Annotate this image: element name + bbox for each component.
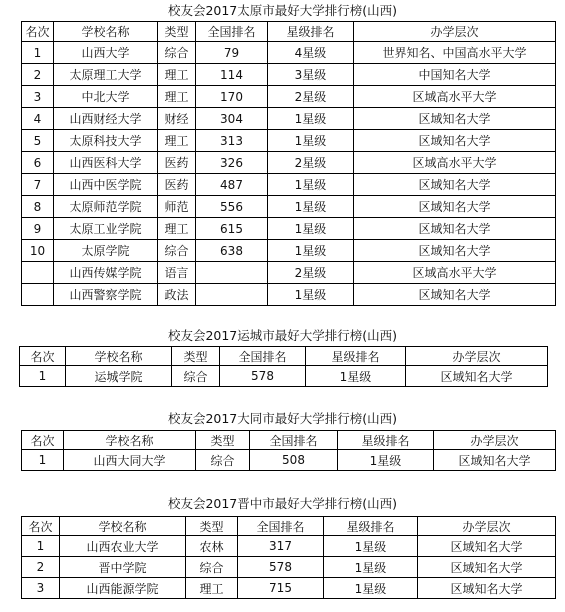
cell-star-rank: 4星级 — [268, 42, 354, 64]
table-row — [22, 108, 556, 130]
cell-star-rank: 2星级 — [268, 152, 354, 174]
cell-level: 中国知名大学 — [354, 64, 556, 86]
cell-star-rank: 1星级 — [268, 240, 354, 262]
cell-national-rank: 508 — [250, 450, 338, 471]
ranking-block-jinzhong — [0, 496, 565, 610]
header-star-rank: 星级排名 — [324, 517, 418, 536]
cell-rank: 2 — [22, 64, 54, 86]
cell-star-rank: 1星级 — [268, 218, 354, 240]
table-row — [22, 578, 556, 599]
table-row — [22, 42, 556, 64]
cell-school: 太原工业学院 — [54, 218, 158, 240]
table-header-row — [22, 517, 556, 536]
cell-level: 区域高水平大学 — [354, 152, 556, 174]
cell-star-rank: 1星级 — [324, 536, 418, 557]
table-row — [20, 366, 548, 387]
table-row — [22, 284, 556, 306]
cell-type: 农林 — [186, 536, 238, 557]
cell-national-rank: 170 — [196, 86, 268, 108]
cell-school: 晋中学院 — [60, 557, 186, 578]
cell-national-rank: 615 — [196, 218, 268, 240]
cell-level: 区域知名大学 — [418, 536, 556, 557]
cell-rank: 7 — [22, 174, 54, 196]
cell-rank — [22, 262, 54, 284]
cell-school: 山西大同大学 — [64, 450, 196, 471]
cell-national-rank: 114 — [196, 64, 268, 86]
cell-type: 综合 — [196, 450, 250, 471]
header-type: 类型 — [186, 517, 238, 536]
header-star-rank: 星级排名 — [338, 431, 434, 450]
table-row — [22, 174, 556, 196]
header-school: 学校名称 — [54, 22, 158, 42]
table-title: 校友会2017晋中市最好大学排行榜(山西) — [167, 496, 398, 511]
table-row — [22, 86, 556, 108]
cell-type: 综合 — [158, 240, 196, 262]
ranking-block-yuncheng — [0, 328, 565, 388]
header-national-rank: 全国排名 — [196, 22, 268, 42]
cell-level: 区域知名大学 — [418, 578, 556, 599]
table-row — [22, 152, 556, 174]
cell-star-rank: 1星级 — [338, 450, 434, 471]
ranking-block-taiyuan — [0, 0, 565, 305]
table-title: 校友会2017太原市最好大学排行榜(山西) — [167, 3, 398, 18]
cell-type: 理工 — [158, 86, 196, 108]
cell-level: 区域知名大学 — [354, 218, 556, 240]
header-star-rank: 星级排名 — [268, 22, 354, 42]
cell-type: 理工 — [158, 130, 196, 152]
table-title: 校友会2017运城市最好大学排行榜(山西) — [167, 328, 398, 343]
header-level: 办学层次 — [418, 517, 556, 536]
header-level: 办学层次 — [354, 22, 556, 42]
cell-type: 语言 — [158, 262, 196, 284]
cell-rank: 9 — [22, 218, 54, 240]
cell-school: 山西医科大学 — [54, 152, 158, 174]
cell-rank: 3 — [22, 578, 60, 599]
cell-star-rank: 2星级 — [268, 86, 354, 108]
header-school: 学校名称 — [60, 517, 186, 536]
header-national-rank: 全国排名 — [250, 431, 338, 450]
cell-type: 师范 — [158, 196, 196, 218]
cell-rank: 1 — [22, 450, 64, 471]
cell-school: 太原师范学院 — [54, 196, 158, 218]
header-level: 办学层次 — [434, 431, 556, 450]
header-rank: 名次 — [22, 431, 64, 450]
table-row — [22, 130, 556, 152]
table-row — [22, 218, 556, 240]
header-star-rank: 星级排名 — [306, 347, 406, 366]
cell-level: 区域知名大学 — [354, 108, 556, 130]
cell-type: 综合 — [158, 42, 196, 64]
cell-school: 山西警察学院 — [54, 284, 158, 306]
cell-level: 区域知名大学 — [406, 366, 548, 387]
cell-star-rank: 1星级 — [306, 366, 406, 387]
cell-level: 区域知名大学 — [354, 174, 556, 196]
cell-star-rank: 1星级 — [324, 578, 418, 599]
cell-rank: 1 — [20, 366, 66, 387]
cell-rank: 8 — [22, 196, 54, 218]
cell-school: 山西大学 — [54, 42, 158, 64]
header-school: 学校名称 — [66, 347, 172, 366]
cell-level: 区域知名大学 — [354, 284, 556, 306]
cell-national-rank — [196, 284, 268, 306]
cell-type: 综合 — [172, 366, 220, 387]
cell-school: 太原学院 — [54, 240, 158, 262]
cell-level: 世界知名、中国高水平大学 — [354, 42, 556, 64]
cell-star-rank: 1星级 — [268, 284, 354, 306]
header-national-rank: 全国排名 — [238, 517, 324, 536]
cell-school: 中北大学 — [54, 86, 158, 108]
table-row — [22, 240, 556, 262]
cell-school: 太原理工大学 — [54, 64, 158, 86]
header-rank: 名次 — [22, 517, 60, 536]
cell-star-rank: 1星级 — [324, 557, 418, 578]
header-rank: 名次 — [20, 347, 66, 366]
cell-national-rank: 304 — [196, 108, 268, 130]
cell-star-rank: 1星级 — [268, 174, 354, 196]
cell-rank: 2 — [22, 557, 60, 578]
cell-national-rank — [196, 262, 268, 284]
cell-type: 理工 — [158, 64, 196, 86]
cell-national-rank: 313 — [196, 130, 268, 152]
cell-national-rank: 715 — [238, 578, 324, 599]
header-school: 学校名称 — [64, 431, 196, 450]
table-row — [22, 536, 556, 557]
cell-national-rank: 487 — [196, 174, 268, 196]
ranking-table — [19, 346, 548, 387]
cell-type: 理工 — [158, 218, 196, 240]
header-type: 类型 — [172, 347, 220, 366]
cell-level: 区域知名大学 — [418, 557, 556, 578]
header-type: 类型 — [158, 22, 196, 42]
ranking-table — [21, 430, 556, 471]
cell-type: 综合 — [186, 557, 238, 578]
header-type: 类型 — [196, 431, 250, 450]
cell-school: 山西财经大学 — [54, 108, 158, 130]
table-row — [22, 196, 556, 218]
cell-national-rank: 556 — [196, 196, 268, 218]
cell-rank: 6 — [22, 152, 54, 174]
cell-level: 区域知名大学 — [354, 130, 556, 152]
cell-school: 太原科技大学 — [54, 130, 158, 152]
table-header-row — [22, 431, 556, 450]
cell-level: 区域高水平大学 — [354, 262, 556, 284]
ranking-block-datong — [0, 411, 565, 473]
cell-national-rank: 578 — [238, 557, 324, 578]
cell-star-rank: 3星级 — [268, 64, 354, 86]
cell-type: 医药 — [158, 174, 196, 196]
cell-national-rank: 79 — [196, 42, 268, 64]
table-row — [22, 64, 556, 86]
cell-rank: 3 — [22, 86, 54, 108]
cell-school: 山西中医学院 — [54, 174, 158, 196]
cell-rank: 1 — [22, 42, 54, 64]
cell-level: 区域高水平大学 — [354, 86, 556, 108]
header-level: 办学层次 — [406, 347, 548, 366]
cell-star-rank: 1星级 — [268, 130, 354, 152]
cell-star-rank: 1星级 — [268, 108, 354, 130]
cell-star-rank: 2星级 — [268, 262, 354, 284]
cell-level: 区域知名大学 — [354, 196, 556, 218]
table-header-row — [22, 22, 556, 42]
table-row — [22, 557, 556, 578]
cell-school: 运城学院 — [66, 366, 172, 387]
header-national-rank: 全国排名 — [220, 347, 306, 366]
cell-type: 医药 — [158, 152, 196, 174]
ranking-table — [21, 21, 556, 306]
cell-school: 山西传媒学院 — [54, 262, 158, 284]
cell-type: 政法 — [158, 284, 196, 306]
table-header-row — [20, 347, 548, 366]
cell-rank — [22, 284, 54, 306]
cell-national-rank: 317 — [238, 536, 324, 557]
cell-star-rank: 1星级 — [268, 196, 354, 218]
cell-rank: 1 — [22, 536, 60, 557]
cell-rank: 10 — [22, 240, 54, 262]
cell-rank: 5 — [22, 130, 54, 152]
table-row — [22, 262, 556, 284]
cell-national-rank: 638 — [196, 240, 268, 262]
ranking-table — [21, 516, 556, 599]
table-row — [22, 450, 556, 471]
cell-national-rank: 326 — [196, 152, 268, 174]
cell-level: 区域知名大学 — [434, 450, 556, 471]
cell-school: 山西能源学院 — [60, 578, 186, 599]
cell-national-rank: 578 — [220, 366, 306, 387]
cell-type: 财经 — [158, 108, 196, 130]
cell-rank: 4 — [22, 108, 54, 130]
cell-type: 理工 — [186, 578, 238, 599]
cell-school: 山西农业大学 — [60, 536, 186, 557]
cell-level: 区域知名大学 — [354, 240, 556, 262]
header-rank: 名次 — [22, 22, 54, 42]
table-title: 校友会2017大同市最好大学排行榜(山西) — [167, 411, 398, 426]
